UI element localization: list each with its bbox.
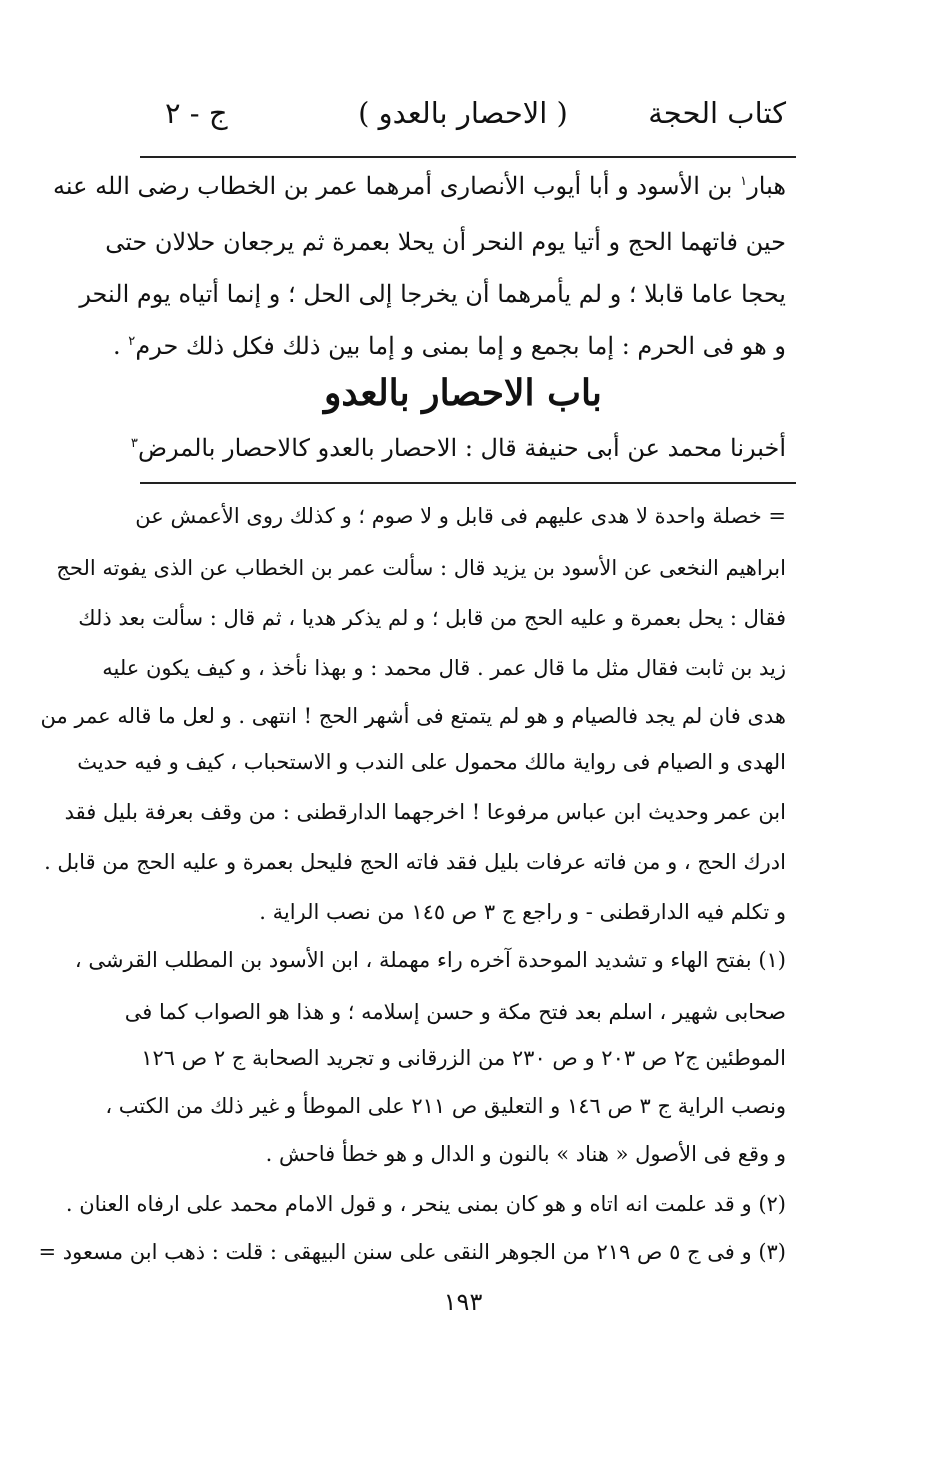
footnote-line-12: الموطئين ج٢ ص ٢٠٣ و ص ٢٣٠ من الزرقانى و تجريد الصحابة ج ٢ ص ١٢٦	[141, 1046, 786, 1070]
header-rule	[140, 156, 796, 158]
footnote-line-9: و تكلم فيه الدارقطنى - و راجع ج ٣ ص ١٤٥ من نصب الراية .	[259, 900, 786, 924]
footnote-line-14: و وقع فى الأصول « هناد » بالنون و الدال و هو خطأ فاحش .	[265, 1142, 786, 1166]
footnote-line-2: ابراهيم النخعى عن الأسود بن يزيد قال : سألت عمر بن الخطاب عن الذى يفوته الحج	[56, 556, 786, 580]
main-line-3: يحجا عاما قابلا ؛ و لم يأمرهما أن يخرجا إلى الحل ؛ و إنما أتياه يوم النحر	[79, 280, 786, 308]
footnote-line-5: هدى فان لم يجد فالصيام و هو لم يتمتع فى أشهر الحج ! انتهى . و لعل ما قاله عمر من	[40, 704, 786, 728]
running-head-chapter: ( الاحصار بالعدو )	[358, 96, 568, 130]
footnote-line-16: (٣) و فى ج ٥ ص ٢١٩ من الجوهر النقى على سنن البيهقى : قلت : ذهب ابن مسعود =	[38, 1240, 786, 1264]
main-line-2: حين فاتهما الحج و أتيا يوم النحر أن يحلا بعمرة ثم يرجعان حلالان حتى	[105, 228, 786, 256]
footnote-line-1: = خصلة واحدة لا هدى عليهم فى قابل و لا صوم ؛ و كذلك روى الأعمش عن	[135, 504, 786, 528]
footnote-line-7: ابن عمر وحديث ابن عباس مرفوعا ! اخرجهما الدارقطنى : من وقف بعرفة بليل فقد	[64, 800, 786, 824]
page-number: ١٩٣	[443, 1288, 483, 1316]
footnote-line-3: فقال : يحل بعمرة و عليه الحج من قابل ؛ و لم يذكر هديا ، ثم قال : سألت بعد ذلك	[78, 606, 786, 630]
footnote-line-15: (٢) و قد علمت انه اتاه و هو كان بمنى ينحر ، و قول الامام محمد على ارفاه العنان .	[65, 1192, 786, 1216]
main-line-4: و هو فى الحرم : إما بجمع و إما بمنى و إما بين ذلك فكل ذلك حرم$^٢$ .	[113, 332, 786, 360]
footnote-line-11: صحابى شهير ، اسلم بعد فتح مكة و حسن إسلامه ؛ و هذا هو الصواب كما فى	[124, 1000, 786, 1024]
footnote-line-13: ونصب الراية ج ٣ ص ١٤٦ و التعليق ص ٢١١ على الموطأ و غير ذلك من الكتب ،	[105, 1094, 786, 1118]
running-head-volume: ج - ٢	[165, 96, 228, 130]
main-line-1: هبار$^١$ بن الأسود و أبا أيوب الأنصارى أمرهما عمر بن الخطاب رضى الله عنه	[53, 172, 786, 200]
section-title: باب الاحصار بالعدو	[324, 372, 602, 414]
running-head-book: كتاب الحجة	[648, 96, 786, 130]
footnote-line-8: ادرك الحج ، و من فاته عرفات بليل فقد فاته الحج فليحل بعمرة و عليه الحج من قابل .	[44, 850, 786, 874]
after-title-line: أخبرنا محمد عن أبى حنيفة قال : الاحصار بالعدو كالاحصار بالمرض$^٣$	[130, 434, 786, 462]
footnote-rule	[140, 482, 796, 484]
footnote-line-4: زيد بن ثابت فقال مثل ما قال عمر . قال محمد : و بهذا نأخذ ، و كيف يكون عليه	[102, 656, 786, 680]
footnote-line-6: الهدى و الصيام فى رواية مالك محمول على الندب و الاستحباب ، كيف و فيه حديث	[77, 750, 786, 774]
footnote-line-10: (١) بفتح الهاء و تشديد الموحدة آخره راء مهملة ، ابن الأسود بن المطلب القرشى ،	[74, 948, 786, 972]
